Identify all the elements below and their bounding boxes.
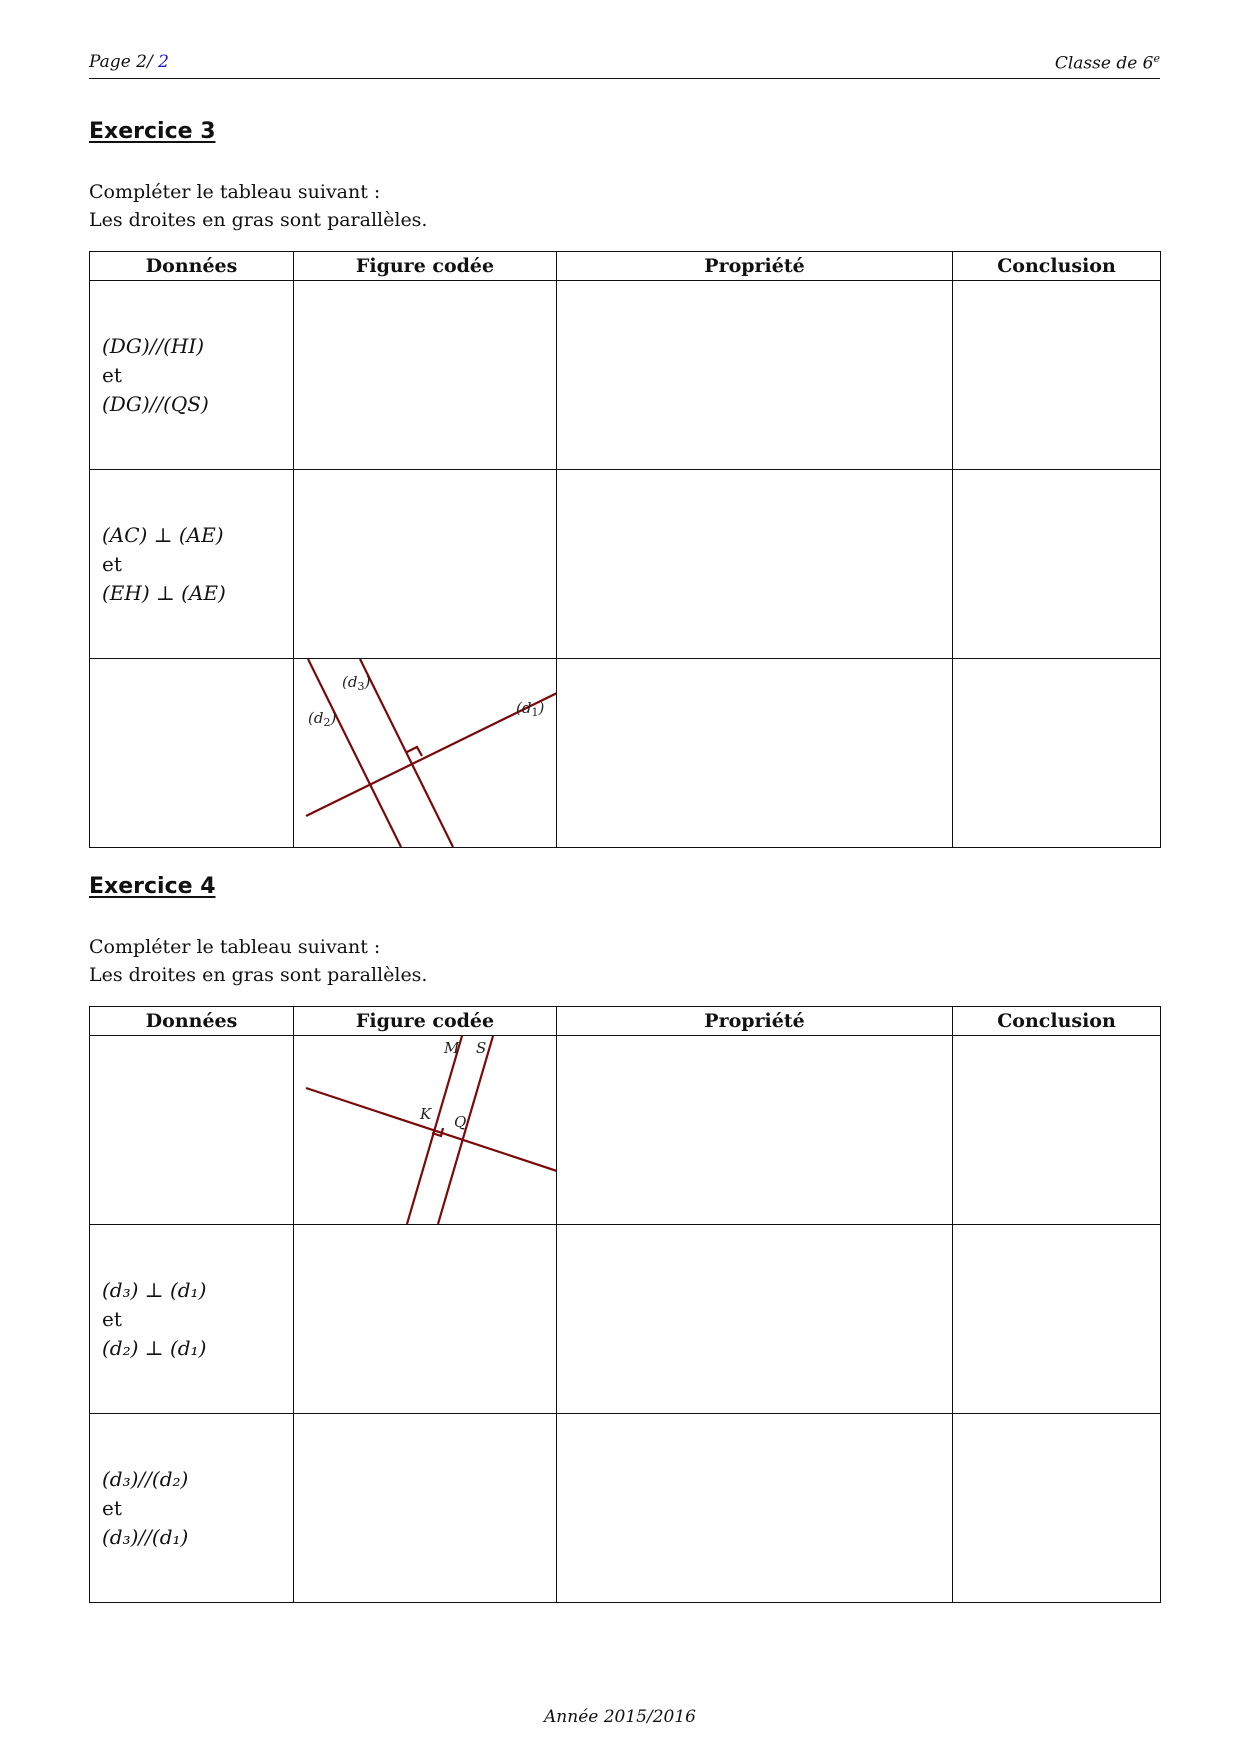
data-cell[interactable] [90, 1036, 294, 1225]
data-cell: (d₃) ⊥ (d₁) et (d₂) ⊥ (d₁) [90, 1225, 294, 1414]
column-header-donnees: Données [90, 1007, 294, 1036]
data-cell[interactable] [90, 659, 294, 848]
table-row [90, 1414, 1161, 1603]
label-d1: $(d_1)$ [516, 699, 545, 719]
conclusion-cell[interactable] [953, 281, 1161, 470]
page-footer: Année 2015/2016 [544, 1707, 696, 1727]
class-label: Classe de 6e [1054, 52, 1160, 74]
conclusion-cell[interactable] [953, 1036, 1161, 1225]
conclusion-cell[interactable] [953, 659, 1161, 848]
coded-figure-ex4 [294, 1036, 557, 1224]
coded-figure-ex3 [294, 659, 557, 847]
line-kq [306, 1088, 557, 1171]
column-header-propriete: Propriété [557, 1007, 953, 1036]
page-total-link[interactable]: 2 [158, 52, 169, 72]
page-number: Page 2/ 2 [89, 52, 169, 72]
data-cell: (AC) ⊥ (AE) et (EH) ⊥ (AE) [90, 470, 294, 659]
figure-cell[interactable] [294, 281, 557, 470]
figure-cell[interactable] [294, 470, 557, 659]
exercise3-table [89, 251, 1161, 848]
column-header-figure: Figure codée [294, 252, 557, 281]
table-header-row [90, 252, 1161, 281]
figure-cell[interactable] [294, 1225, 557, 1414]
table-row [90, 281, 1161, 470]
page-header [89, 50, 1160, 79]
property-cell[interactable] [557, 1414, 953, 1603]
exercise3-title: Exercice 3 [89, 119, 216, 144]
table-row [90, 470, 1161, 659]
label-K: K [420, 1105, 432, 1123]
property-cell[interactable] [557, 281, 953, 470]
column-header-conclusion: Conclusion [953, 1007, 1161, 1036]
conclusion-cell[interactable] [953, 470, 1161, 659]
table-row [90, 1225, 1161, 1414]
figure-cell [294, 1036, 557, 1225]
label-M: M [444, 1039, 460, 1057]
right-angle-mark [407, 747, 422, 756]
column-header-figure: Figure codée [294, 1007, 557, 1036]
line-d3 [360, 659, 453, 847]
column-header-propriete: Propriété [557, 252, 953, 281]
property-cell[interactable] [557, 659, 953, 848]
exercise4-table [89, 1006, 1161, 1603]
conclusion-cell[interactable] [953, 1414, 1161, 1603]
figure-cell[interactable] [294, 1414, 557, 1603]
exercise4-title: Exercice 4 [89, 874, 216, 899]
data-cell: (d₃)//(d₂) et (d₃)//(d₁) [90, 1414, 294, 1603]
property-cell[interactable] [557, 470, 953, 659]
property-cell[interactable] [557, 1225, 953, 1414]
label-Q: Q [454, 1113, 467, 1131]
exercise3-intro: Compléter le tableau suivant : Les droites en gras sont parallèles. [89, 181, 428, 231]
conclusion-cell[interactable] [953, 1225, 1161, 1414]
column-header-donnees: Données [90, 252, 294, 281]
label-d2: $(d_2)$ [308, 709, 337, 729]
table-row [90, 659, 1161, 848]
data-cell: (DG)//(HI) et (DG)//(QS) [90, 281, 294, 470]
label-d3: $(d_3)$ [342, 673, 371, 693]
figure-cell [294, 659, 557, 848]
property-cell[interactable] [557, 1036, 953, 1225]
column-header-conclusion: Conclusion [953, 252, 1161, 281]
exercise4-intro: Compléter le tableau suivant : Les droites en gras sont parallèles. [89, 936, 428, 986]
table-header-row [90, 1007, 1161, 1036]
label-S: S [476, 1039, 487, 1057]
table-row [90, 1036, 1161, 1225]
